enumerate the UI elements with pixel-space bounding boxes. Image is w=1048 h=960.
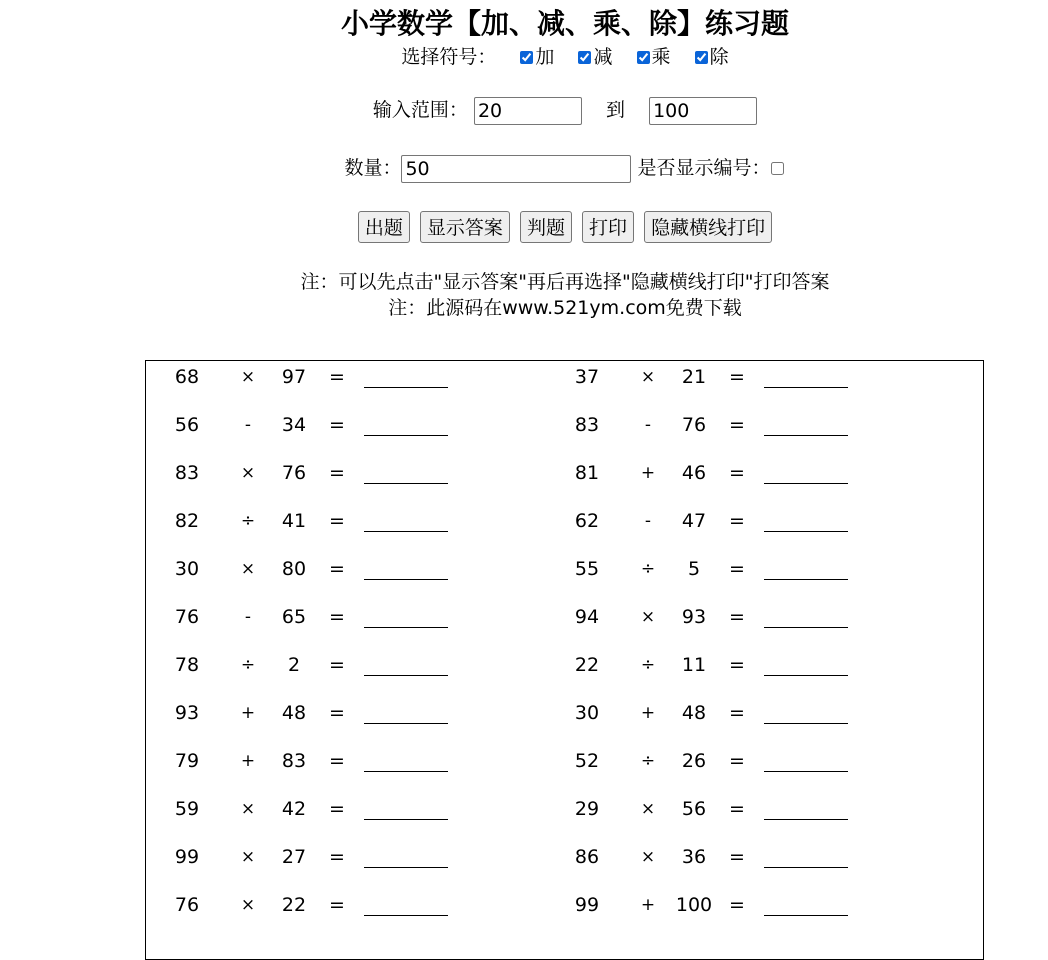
operand-a: 62 xyxy=(574,510,600,532)
operand-b: 11 xyxy=(681,654,707,676)
operand-a: 76 xyxy=(174,606,200,628)
operand-b: 65 xyxy=(281,606,307,628)
operator: - xyxy=(244,607,252,627)
subtract-checkbox[interactable] xyxy=(578,51,591,64)
operator: ÷ xyxy=(240,511,256,531)
symbol-row xyxy=(0,43,1048,71)
equals-sign: = xyxy=(329,510,345,532)
grade-button[interactable]: 判题 xyxy=(520,211,572,243)
answer-blank[interactable] xyxy=(764,649,848,676)
symbol-divide[interactable] xyxy=(695,43,729,71)
operand-b: 76 xyxy=(681,414,707,436)
note-source: 注：此源码在www.521ym.com免费下载 xyxy=(388,297,742,319)
operator: ÷ xyxy=(640,751,656,771)
equals-sign: = xyxy=(329,702,345,724)
equals-sign: = xyxy=(329,846,345,868)
answer-blank[interactable] xyxy=(364,553,448,580)
equals-sign: = xyxy=(729,654,745,676)
answer-blank[interactable] xyxy=(764,841,848,868)
answer-blank[interactable] xyxy=(764,409,848,436)
operand-b: 76 xyxy=(281,462,307,484)
symbol-multiply[interactable] xyxy=(637,43,671,71)
operand-b: 100 xyxy=(675,894,713,916)
operator: × xyxy=(240,559,256,579)
operand-b: 80 xyxy=(281,558,307,580)
answer-blank[interactable] xyxy=(364,457,448,484)
operand-a: 83 xyxy=(574,414,600,436)
operand-a: 59 xyxy=(174,798,200,820)
operand-b: 5 xyxy=(687,558,701,580)
multiply-checkbox[interactable] xyxy=(637,51,650,64)
operand-b: 21 xyxy=(681,366,707,388)
operand-b: 22 xyxy=(281,894,307,916)
print-hidden-lines-button[interactable]: 隐藏横线打印 xyxy=(644,211,772,243)
operand-a: 78 xyxy=(174,654,200,676)
operand-b: 27 xyxy=(281,846,307,868)
button-row xyxy=(0,209,1048,243)
operand-a: 22 xyxy=(574,654,600,676)
operand-b: 47 xyxy=(681,510,707,532)
operator: - xyxy=(644,511,652,531)
equals-sign: = xyxy=(329,558,345,580)
operand-a: 55 xyxy=(574,558,600,580)
show-number-label: 是否显示编号： xyxy=(637,157,771,179)
operator: + xyxy=(640,463,656,483)
answer-blank[interactable] xyxy=(764,505,848,532)
range-label: 输入范围： xyxy=(372,99,468,121)
operator: ÷ xyxy=(240,655,256,675)
add-checkbox[interactable] xyxy=(520,51,533,64)
operand-a: 37 xyxy=(574,366,600,388)
operand-b: 26 xyxy=(681,750,707,772)
answer-blank[interactable] xyxy=(364,889,448,916)
equals-sign: = xyxy=(729,846,745,868)
operand-b: 97 xyxy=(281,366,307,388)
answer-blank[interactable] xyxy=(364,793,448,820)
operand-a: 52 xyxy=(574,750,600,772)
answer-blank[interactable] xyxy=(364,697,448,724)
operand-a: 82 xyxy=(174,510,200,532)
operator: ÷ xyxy=(640,559,656,579)
equals-sign: = xyxy=(729,414,745,436)
operator: × xyxy=(240,895,256,915)
operator: + xyxy=(640,703,656,723)
worksheet xyxy=(145,360,984,960)
equals-sign: = xyxy=(729,366,745,388)
equals-sign: = xyxy=(729,894,745,916)
symbol-subtract[interactable] xyxy=(578,43,612,71)
print-button[interactable]: 打印 xyxy=(582,211,634,243)
operand-b: 42 xyxy=(281,798,307,820)
answer-blank[interactable] xyxy=(764,601,848,628)
equals-sign: = xyxy=(729,558,745,580)
note-answers: 注：可以先点击"显示答案"再后再选择"隐藏横线打印"打印答案 xyxy=(300,271,830,293)
operator: × xyxy=(240,799,256,819)
answer-blank[interactable] xyxy=(364,361,448,388)
equals-sign: = xyxy=(329,606,345,628)
answer-blank[interactable] xyxy=(364,649,448,676)
operand-b: 93 xyxy=(681,606,707,628)
operator: × xyxy=(640,367,656,387)
equals-sign: = xyxy=(329,894,345,916)
operator: × xyxy=(240,847,256,867)
operand-b: 36 xyxy=(681,846,707,868)
divide-checkbox[interactable] xyxy=(695,51,708,64)
operator: × xyxy=(240,367,256,387)
operator: + xyxy=(240,703,256,723)
operand-a: 81 xyxy=(574,462,600,484)
operand-a: 99 xyxy=(174,846,200,868)
range-row xyxy=(0,93,1048,127)
answer-blank[interactable] xyxy=(764,745,848,772)
operand-b: 34 xyxy=(281,414,307,436)
show-number-checkbox[interactable] xyxy=(771,162,784,175)
answer-blank[interactable] xyxy=(764,793,848,820)
operand-a: 83 xyxy=(174,462,200,484)
equals-sign: = xyxy=(729,702,745,724)
subtract-label: 减 xyxy=(593,46,613,68)
equals-sign: = xyxy=(329,798,345,820)
count-label: 数量： xyxy=(344,157,402,179)
answer-blank[interactable] xyxy=(764,697,848,724)
show-answers-button[interactable]: 显示答案 xyxy=(420,211,510,243)
operator: - xyxy=(644,415,652,435)
operator: × xyxy=(640,607,656,627)
operand-a: 68 xyxy=(174,366,200,388)
equals-sign: = xyxy=(329,750,345,772)
multiply-label: 乘 xyxy=(651,46,671,68)
operand-a: 76 xyxy=(174,894,200,916)
operand-b: 48 xyxy=(281,702,307,724)
equals-sign: = xyxy=(729,462,745,484)
answer-blank[interactable] xyxy=(364,745,448,772)
answer-blank[interactable] xyxy=(364,601,448,628)
operator: - xyxy=(244,415,252,435)
answer-blank[interactable] xyxy=(364,505,448,532)
answer-blank[interactable] xyxy=(764,457,848,484)
operator: × xyxy=(640,799,656,819)
answer-blank[interactable] xyxy=(764,889,848,916)
count-input[interactable] xyxy=(401,155,631,183)
operand-a: 56 xyxy=(174,414,200,436)
operator: ÷ xyxy=(640,655,656,675)
operand-a: 93 xyxy=(174,702,200,724)
operand-a: 30 xyxy=(174,558,200,580)
operand-a: 79 xyxy=(174,750,200,772)
operand-a: 86 xyxy=(574,846,600,868)
add-label: 加 xyxy=(535,46,555,68)
operand-b: 41 xyxy=(281,510,307,532)
operand-b: 46 xyxy=(681,462,707,484)
equals-sign: = xyxy=(329,366,345,388)
range-to-label: 到 xyxy=(606,99,626,121)
operand-b: 2 xyxy=(287,654,301,676)
answer-blank[interactable] xyxy=(364,409,448,436)
operand-a: 99 xyxy=(574,894,600,916)
symbol-add[interactable] xyxy=(520,43,554,71)
operand-a: 94 xyxy=(574,606,600,628)
page-title: 小学数学【加、减、乘、除】练习题 xyxy=(340,7,789,40)
range-from-input[interactable] xyxy=(474,97,582,125)
count-row xyxy=(0,151,1048,185)
answer-blank[interactable] xyxy=(764,361,848,388)
operand-b: 56 xyxy=(681,798,707,820)
range-to-input[interactable] xyxy=(649,97,757,125)
operand-a: 29 xyxy=(574,798,600,820)
answer-blank[interactable] xyxy=(764,553,848,580)
operator: × xyxy=(240,463,256,483)
equals-sign: = xyxy=(729,798,745,820)
divide-label: 除 xyxy=(709,46,729,68)
operand-b: 83 xyxy=(281,750,307,772)
operand-b: 48 xyxy=(681,702,707,724)
equals-sign: = xyxy=(729,606,745,628)
operator: + xyxy=(240,751,256,771)
equals-sign: = xyxy=(329,654,345,676)
generate-button[interactable]: 出题 xyxy=(358,211,410,243)
symbol-label: 选择符号： xyxy=(401,46,497,68)
equals-sign: = xyxy=(329,414,345,436)
equals-sign: = xyxy=(329,462,345,484)
answer-blank[interactable] xyxy=(364,841,448,868)
equals-sign: = xyxy=(729,510,745,532)
equals-sign: = xyxy=(729,750,745,772)
operator: × xyxy=(640,847,656,867)
notes xyxy=(0,269,1048,321)
operator: + xyxy=(640,895,656,915)
operand-a: 30 xyxy=(574,702,600,724)
